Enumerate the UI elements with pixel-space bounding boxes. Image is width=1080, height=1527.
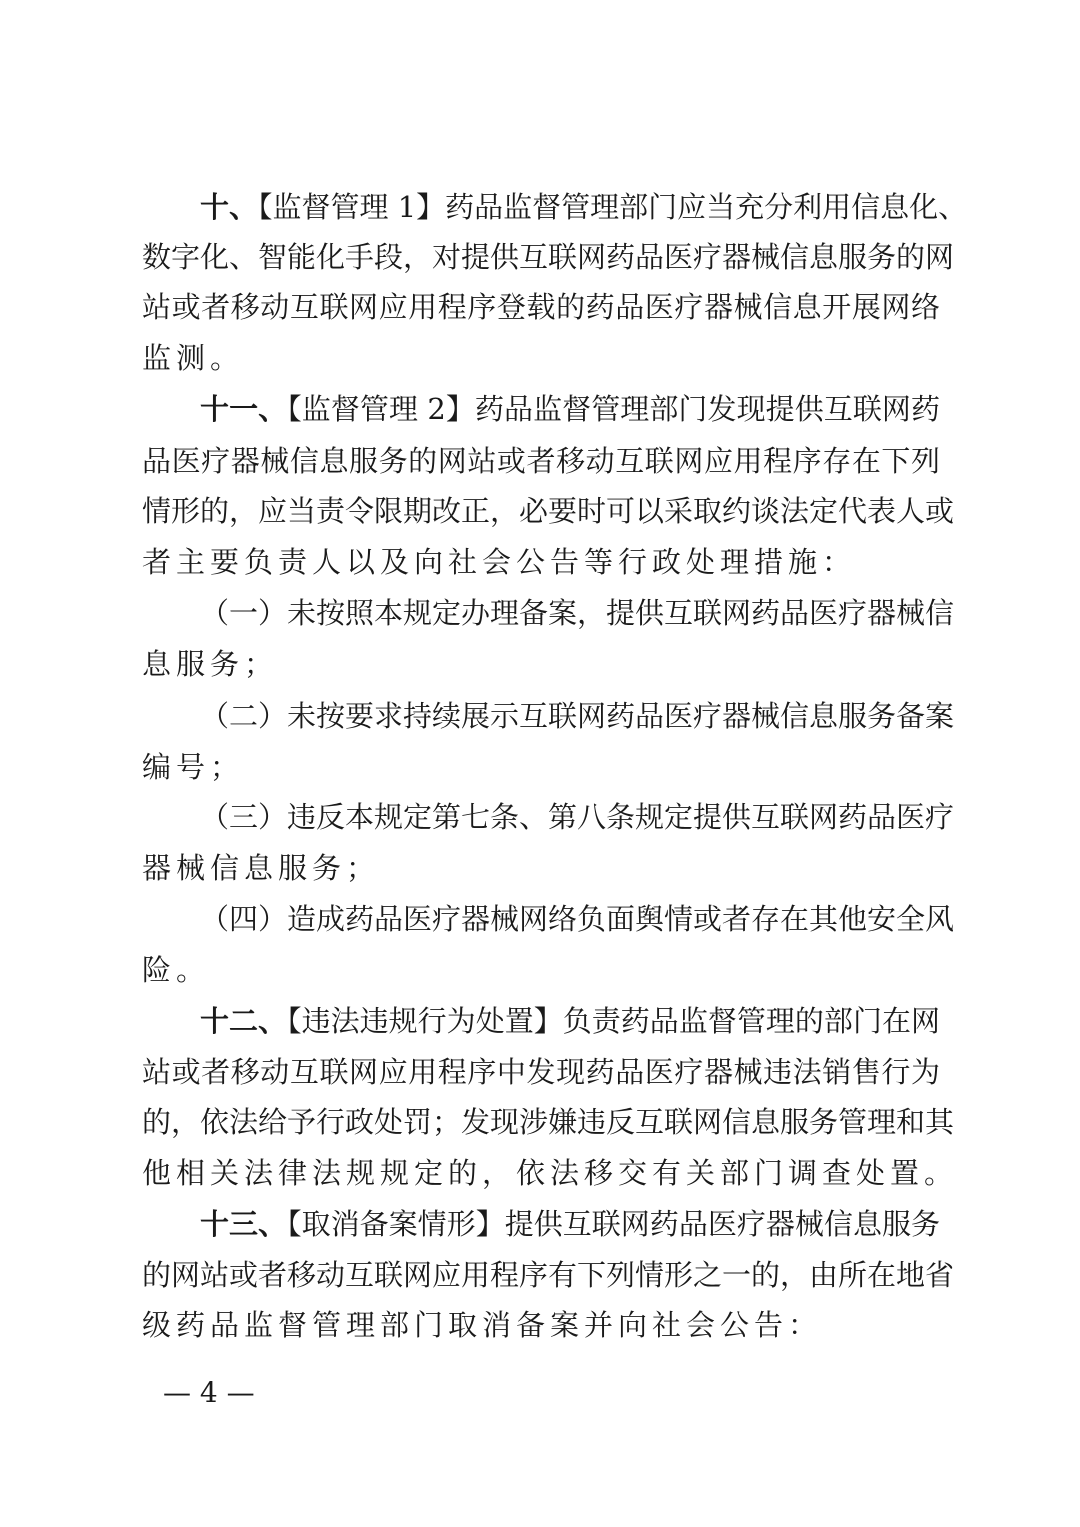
article-12-line-4: 他相关法律法规规定的，依法移交有关部门调查处置。	[142, 1156, 959, 1190]
article-12-line-3: 的，依法给予行政处罚；发现涉嫌违反互联网信息服务管理和其	[142, 1105, 955, 1139]
article-11-item-1-line-1: （一）未按照本规定办理备案，提供互联网药品医疗器械信	[200, 596, 955, 630]
article-12-line-1	[200, 1004, 940, 1038]
article-11-line-4: 者主要负责人以及向社会公告等行政处理措施：	[142, 545, 857, 579]
article-10-line-1	[200, 190, 968, 224]
article-10-line-4: 监测。	[142, 341, 245, 375]
article-11-heading: 十一、	[200, 392, 288, 426]
article-11-item-4-line-2: 险。	[142, 953, 211, 987]
article-13-line-1-text: 【取消备案情形】提供互联网药品医疗器械信息服务	[287, 1207, 940, 1241]
article-10-line-1-text: 【监督管理 1】药品监督管理部门应当充分利用信息化、	[258, 190, 968, 224]
article-11-line-3: 情形的，应当责令限期改正，必要时可以采取约谈法定代表人或	[142, 494, 955, 528]
article-11-item-2-line-1: （二）未按要求持续展示互联网药品医疗器械信息服务备案	[200, 699, 955, 733]
article-12-heading: 十二、	[200, 1004, 288, 1038]
article-11-line-1-text: 【监督管理 2】药品监督管理部门发现提供互联网药	[287, 392, 940, 426]
article-10-line-2: 数字化、智能化手段，对提供互联网药品医疗器械信息服务的网	[142, 240, 955, 274]
article-11-line-2: 品医疗器械信息服务的网站或者移动互联网应用程序存在下列	[142, 444, 940, 478]
article-10-line-3: 站或者移动互联网应用程序登载的药品医疗器械信息开展网络	[142, 290, 940, 324]
article-13-line-1	[200, 1207, 940, 1241]
article-13-line-2: 的网站或者移动互联网应用程序有下列情形之一的，由所在地省	[142, 1258, 955, 1292]
article-11-line-1	[200, 392, 940, 426]
article-11-item-3-line-2: 器械信息服务；	[142, 851, 381, 885]
article-12-line-1-text: 【违法违规行为处置】负责药品监督管理的部门在网	[287, 1004, 940, 1038]
article-12-line-2: 站或者移动互联网应用程序中发现药品医疗器械违法销售行为	[142, 1055, 940, 1089]
article-13-heading: 十三、	[200, 1207, 288, 1241]
article-11-item-4-line-1: （四）造成药品医疗器械网络负面舆情或者存在其他安全风	[200, 902, 955, 936]
article-13-line-3: 级药品监督管理部门取消备案并向社会公告：	[142, 1308, 823, 1342]
page-number: — 4 —	[163, 1376, 255, 1409]
article-11-item-1-line-2: 息服务；	[142, 647, 279, 681]
article-11-item-2-line-2: 编号；	[142, 750, 245, 784]
article-10-heading: 十、	[200, 190, 259, 224]
article-11-item-3-line-1: （三）违反本规定第七条、第八条规定提供互联网药品医疗	[200, 800, 955, 834]
